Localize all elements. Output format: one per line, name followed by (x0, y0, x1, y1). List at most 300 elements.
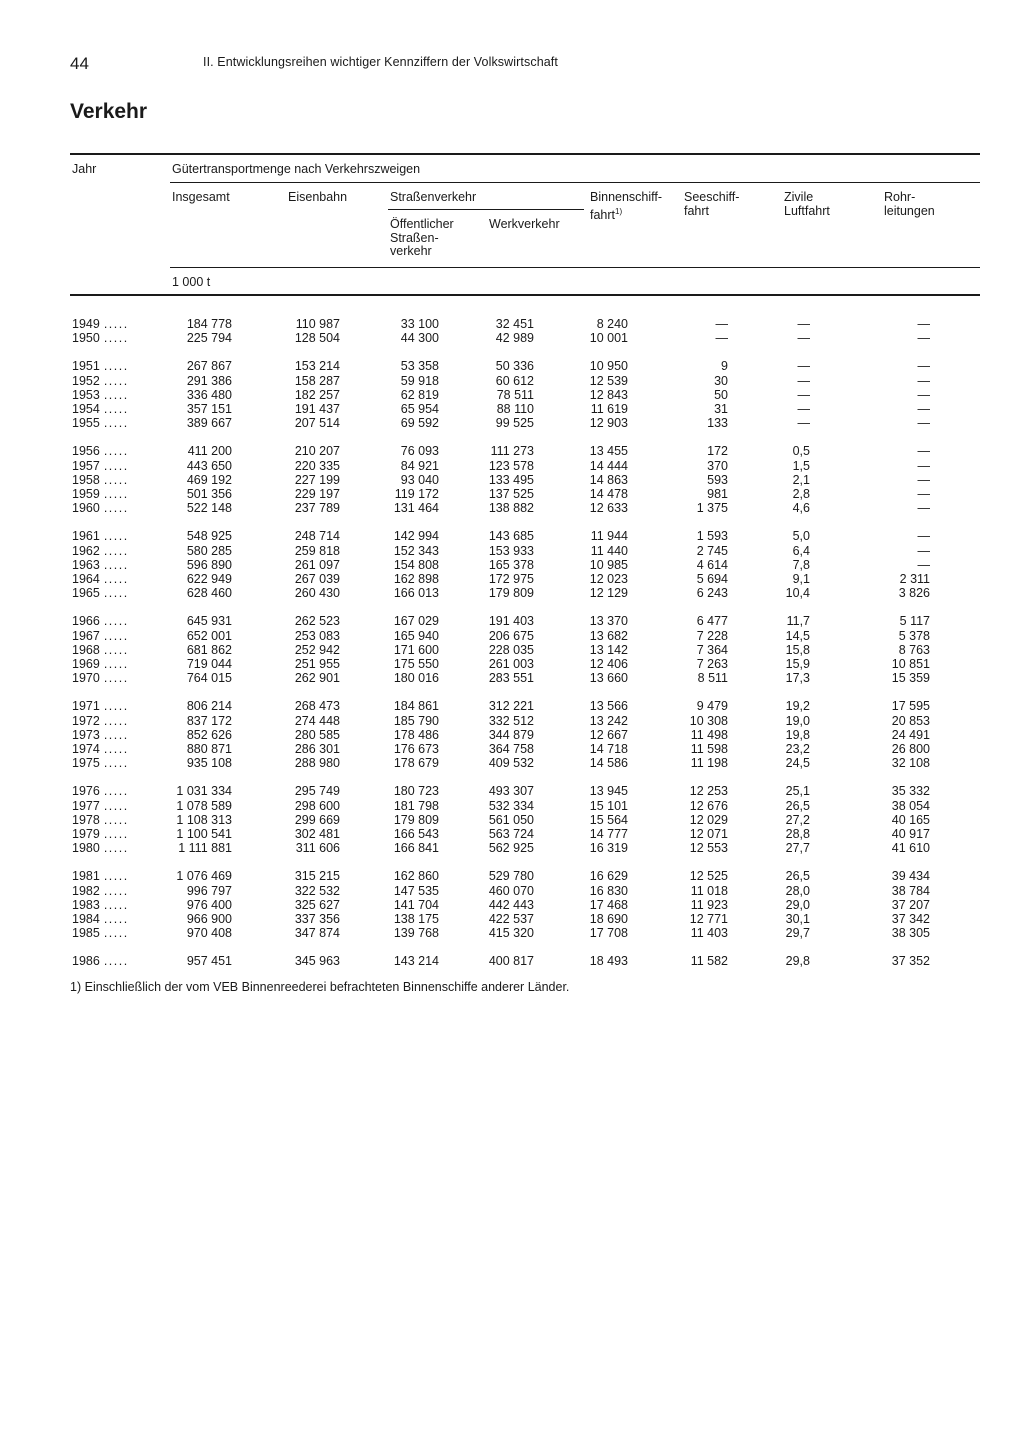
insgesamt-cell: 622 949 (186, 572, 232, 586)
leader-dots: ..... (103, 883, 129, 898)
binnenschifffahrt-cell: 14 777 (589, 827, 628, 841)
table-row (0, 473, 1024, 487)
year-value: 1985 (72, 926, 100, 941)
rohrleitungen-cell: — (917, 472, 930, 487)
binnenschifffahrt-cell: 13 660 (589, 671, 628, 686)
rohrleitungen-cell: — (917, 458, 930, 473)
leader-dots: ..... (103, 572, 129, 586)
header-oeffentlich-line1: Öffentlicher (390, 217, 454, 231)
werkverkehr-cell: 261 003 (488, 657, 534, 671)
table-row (0, 657, 1024, 671)
werkverkehr-cell: 179 809 (488, 586, 534, 601)
oeffentlicher-strassenverkehr-cell: 33 100 (400, 317, 439, 331)
leader-dots: ..... (103, 359, 129, 374)
zivile-luftfahrt-cell: — (797, 331, 810, 346)
oeffentlicher-strassenverkehr-cell: 152 343 (393, 543, 439, 558)
rohrleitungen-cell: 5 117 (899, 614, 930, 629)
zivile-luftfahrt-cell: 6,4 (792, 543, 810, 558)
year-value: 1963 (72, 557, 100, 572)
leader-dots: ..... (103, 869, 129, 884)
seeschifffahrt-cell: 12 553 (689, 841, 728, 856)
year-value: 1970 (72, 671, 100, 686)
leader-dots: ..... (103, 912, 129, 926)
binnenschifffahrt-cell: 13 566 (589, 699, 628, 714)
zivile-luftfahrt-cell: 17,3 (785, 671, 810, 686)
leader-dots: ..... (103, 798, 129, 813)
binnenschifffahrt-cell: 10 985 (589, 557, 628, 572)
oeffentlicher-strassenverkehr-cell: 178 679 (393, 756, 439, 771)
oeffentlicher-strassenverkehr-cell: 167 029 (393, 614, 439, 629)
table-row (0, 714, 1024, 728)
oeffentlicher-strassenverkehr-cell: 131 464 (393, 501, 439, 516)
year-cell (72, 359, 129, 373)
rohrleitungen-cell: 39 434 (891, 869, 930, 884)
seeschifffahrt-cell: 172 (707, 444, 728, 459)
leader-dots: ..... (103, 614, 129, 629)
table-row (0, 501, 1024, 515)
zivile-luftfahrt-cell: — (797, 373, 810, 388)
werkverkehr-cell: 153 933 (488, 543, 534, 558)
eisenbahn-cell: 207 514 (294, 416, 340, 431)
binnenschifffahrt-cell: 12 903 (589, 416, 628, 431)
rohrleitungen-cell: — (917, 387, 930, 402)
insgesamt-cell: 225 794 (186, 331, 232, 346)
oeffentlicher-strassenverkehr-cell: 139 768 (393, 926, 439, 941)
year-cell (72, 374, 129, 388)
insgesamt-cell: 580 285 (186, 543, 232, 558)
year-cell (72, 331, 129, 345)
insgesamt-cell: 1 078 589 (176, 798, 232, 813)
eisenbahn-cell: 262 523 (294, 614, 340, 629)
running-head: II. Entwicklungsreihen wichtiger Kennziffern der Volkswirtschaft (203, 55, 558, 69)
table-row (0, 954, 1024, 968)
binnenschifffahrt-cell: 16 830 (589, 883, 628, 898)
seeschifffahrt-cell: — (715, 317, 728, 331)
binnenschifffahrt-cell: 13 455 (589, 444, 628, 459)
leader-dots: ..... (103, 628, 129, 643)
seeschifffahrt-cell: 12 771 (689, 912, 728, 926)
werkverkehr-cell: 143 685 (488, 529, 534, 544)
table-row (0, 784, 1024, 798)
werkverkehr-cell: 364 758 (488, 742, 534, 756)
oeffentlicher-strassenverkehr-cell: 166 013 (393, 586, 439, 601)
year-value: 1955 (72, 416, 100, 431)
oeffentlicher-strassenverkehr-cell: 142 994 (393, 529, 439, 544)
zivile-luftfahrt-cell: 28,8 (785, 827, 810, 841)
werkverkehr-cell: 344 879 (488, 727, 534, 742)
zivile-luftfahrt-cell: 9,1 (792, 572, 810, 586)
year-cell (72, 926, 129, 940)
insgesamt-cell: 1 111 881 (178, 841, 232, 856)
seeschifffahrt-cell: 981 (707, 487, 728, 501)
year-value: 1964 (72, 572, 100, 586)
insgesamt-cell: 1 076 469 (176, 869, 232, 884)
werkverkehr-cell: 312 221 (488, 699, 534, 714)
seeschifffahrt-cell: 11 598 (690, 742, 728, 756)
seeschifffahrt-cell: 12 525 (689, 869, 728, 884)
rohrleitungen-cell: — (917, 543, 930, 558)
eisenbahn-cell: 251 955 (294, 657, 340, 671)
leader-dots: ..... (103, 557, 129, 572)
oeffentlicher-strassenverkehr-cell: 119 172 (394, 487, 439, 501)
oeffentlicher-strassenverkehr-cell: 93 040 (400, 472, 439, 487)
table-row (0, 572, 1024, 586)
table-row (0, 841, 1024, 855)
rohrleitungen-cell: 24 491 (891, 727, 930, 742)
table-row (0, 799, 1024, 813)
seeschifffahrt-cell: 31 (714, 402, 728, 416)
header-binnen-line1: Binnenschiff- (590, 190, 663, 204)
seeschifffahrt-cell: 12 676 (689, 798, 728, 813)
seeschifffahrt-cell: 11 018 (690, 883, 728, 898)
year-value: 1972 (72, 713, 100, 728)
zivile-luftfahrt-cell: 14,5 (785, 628, 810, 643)
rohrleitungen-cell: 17 595 (891, 699, 930, 714)
seeschifffahrt-cell: 7 228 (696, 628, 728, 643)
oeffentlicher-strassenverkehr-cell: 180 016 (393, 671, 439, 686)
leader-dots: ..... (103, 317, 129, 331)
zivile-luftfahrt-cell: 23,2 (785, 742, 810, 756)
binnenschifffahrt-cell: 12 023 (589, 572, 628, 586)
eisenbahn-cell: 286 301 (294, 742, 340, 756)
oeffentlicher-strassenverkehr-cell: 53 358 (400, 359, 439, 374)
rohrleitungen-cell: 35 332 (891, 784, 930, 799)
seeschifffahrt-cell: 6 243 (696, 586, 728, 601)
insgesamt-cell: 1 031 334 (176, 784, 232, 799)
year-cell (72, 402, 129, 416)
unit-rule (170, 267, 980, 268)
year-value: 1954 (72, 402, 100, 416)
insgesamt-cell: 1 100 541 (176, 827, 232, 841)
header-eisenbahn: Eisenbahn (288, 190, 348, 204)
year-value: 1971 (72, 699, 100, 714)
table-row (0, 643, 1024, 657)
oeffentlicher-strassenverkehr-cell: 84 921 (400, 458, 439, 473)
oeffentlicher-strassenverkehr-cell: 166 543 (393, 827, 439, 841)
zivile-luftfahrt-cell: 4,6 (792, 501, 810, 516)
binnenschifffahrt-cell: 13 682 (589, 628, 628, 643)
table-row (0, 813, 1024, 827)
header-oeffentlich-line3: verkehr (390, 244, 432, 258)
year-value: 1960 (72, 501, 100, 516)
oeffentlicher-strassenverkehr-cell: 171 600 (393, 642, 439, 657)
oeffentlicher-strassenverkehr-cell: 165 940 (393, 628, 439, 643)
zivile-luftfahrt-cell: 19,8 (785, 727, 810, 742)
year-cell (72, 728, 129, 742)
zivile-luftfahrt-cell: 11,7 (786, 614, 810, 629)
header-rohrleitungen (884, 191, 935, 218)
rohrleitungen-cell: 5 378 (898, 628, 930, 643)
insgesamt-cell: 764 015 (186, 671, 232, 686)
table-row (0, 317, 1024, 331)
year-value: 1968 (72, 642, 100, 657)
seeschifffahrt-cell: 11 498 (690, 727, 728, 742)
seeschifffahrt-cell: 11 403 (690, 926, 728, 941)
werkverkehr-cell: 206 675 (488, 628, 534, 643)
header-group: Gütertransportmenge nach Verkehrszweigen (172, 162, 421, 176)
oeffentlicher-strassenverkehr-cell: 76 093 (400, 444, 439, 459)
rohrleitungen-cell: 32 108 (891, 756, 930, 771)
header-see-line2: fahrt (684, 203, 710, 218)
insgesamt-cell: 996 797 (186, 883, 232, 898)
eisenbahn-cell: 227 199 (294, 472, 340, 487)
year-value: 1956 (72, 444, 100, 459)
year-value: 1951 (72, 359, 100, 374)
seeschifffahrt-cell: 370 (707, 458, 728, 473)
eisenbahn-cell: 298 600 (294, 798, 340, 813)
insgesamt-cell: 645 931 (186, 614, 232, 629)
year-cell (72, 459, 129, 473)
eisenbahn-cell: 302 481 (294, 827, 340, 841)
table-row (0, 402, 1024, 416)
leader-dots: ..... (103, 742, 129, 756)
oeffentlicher-strassenverkehr-cell: 65 954 (400, 402, 439, 416)
rohrleitungen-cell: 37 342 (891, 912, 930, 926)
eisenbahn-cell: 261 097 (294, 557, 340, 572)
page-number: 44 (70, 54, 89, 73)
werkverkehr-cell: 422 537 (488, 912, 534, 926)
werkverkehr-cell: 529 780 (488, 869, 534, 884)
year-cell (72, 799, 129, 813)
eisenbahn-cell: 345 963 (294, 954, 340, 969)
table-header-bottom-rule (70, 294, 980, 296)
leader-dots: ..... (103, 756, 129, 771)
seeschifffahrt-cell: 11 582 (690, 954, 728, 969)
year-value: 1962 (72, 543, 100, 558)
footnote-mark: 1) (70, 980, 82, 994)
eisenbahn-cell: 252 942 (294, 642, 340, 657)
binnenschifffahrt-cell: 17 468 (589, 897, 628, 912)
year-value: 1969 (72, 657, 100, 671)
seeschifffahrt-cell: 9 479 (696, 699, 728, 714)
zivile-luftfahrt-cell: — (797, 317, 810, 331)
leader-dots: ..... (103, 657, 129, 671)
binnenschifffahrt-cell: 14 586 (589, 756, 628, 771)
year-value: 1976 (72, 784, 100, 799)
werkverkehr-cell: 332 512 (488, 713, 534, 728)
leader-dots: ..... (103, 897, 129, 912)
werkverkehr-cell: 42 989 (495, 331, 534, 346)
leader-dots: ..... (103, 472, 129, 487)
rohrleitungen-cell: 15 359 (891, 671, 930, 686)
year-cell (72, 416, 129, 430)
binnenschifffahrt-cell: 12 667 (589, 727, 628, 742)
zivile-luftfahrt-cell: — (797, 359, 810, 374)
seeschifffahrt-cell: 593 (707, 472, 728, 487)
seeschifffahrt-cell: 5 694 (696, 572, 728, 586)
seeschifffahrt-cell: 7 263 (696, 657, 728, 671)
rohrleitungen-cell: 20 853 (891, 713, 930, 728)
insgesamt-cell: 357 151 (186, 402, 232, 416)
year-cell (72, 529, 129, 543)
table-row (0, 416, 1024, 430)
year-cell (72, 614, 129, 628)
insgesamt-cell: 837 172 (186, 713, 232, 728)
werkverkehr-cell: 442 443 (488, 897, 534, 912)
table-row (0, 331, 1024, 345)
oeffentlicher-strassenverkehr-cell: 162 860 (393, 869, 439, 884)
seeschifffahrt-cell: 11 198 (690, 756, 728, 771)
year-value: 1980 (72, 841, 100, 856)
binnenschifffahrt-cell: 14 863 (589, 472, 628, 487)
zivile-luftfahrt-cell: 15,9 (785, 657, 810, 671)
seeschifffahrt-cell: 8 511 (697, 671, 728, 686)
section-title: Verkehr (70, 100, 148, 123)
year-value: 1952 (72, 373, 100, 388)
year-value: 1953 (72, 387, 100, 402)
rohrleitungen-cell: — (917, 444, 930, 459)
eisenbahn-cell: 267 039 (294, 572, 340, 586)
year-value: 1949 (72, 317, 100, 331)
rohrleitungen-cell: — (917, 529, 930, 544)
leader-dots: ..... (103, 713, 129, 728)
year-cell (72, 473, 129, 487)
rohrleitungen-cell: 26 800 (891, 742, 930, 756)
oeffentlicher-strassenverkehr-cell: 176 673 (393, 742, 439, 756)
year-cell (72, 699, 129, 713)
eisenbahn-cell: 347 874 (294, 926, 340, 941)
leader-dots: ..... (103, 586, 129, 601)
table-row (0, 912, 1024, 926)
year-value: 1986 (72, 954, 100, 969)
table-row (0, 884, 1024, 898)
table-row (0, 869, 1024, 883)
year-value: 1961 (72, 529, 100, 544)
eisenbahn-cell: 191 437 (294, 402, 340, 416)
insgesamt-cell: 336 480 (186, 387, 232, 402)
oeffentlicher-strassenverkehr-cell: 154 808 (393, 557, 439, 572)
oeffentlicher-strassenverkehr-cell: 175 550 (393, 657, 439, 671)
year-cell (72, 869, 129, 883)
werkverkehr-cell: 561 050 (488, 812, 534, 827)
binnenschifffahrt-cell: 14 444 (589, 458, 628, 473)
table-row (0, 444, 1024, 458)
leader-dots: ..... (103, 812, 129, 827)
rohrleitungen-cell: — (917, 402, 930, 416)
group-header-rule (170, 182, 980, 183)
year-value: 1966 (72, 614, 100, 629)
year-cell (72, 784, 129, 798)
year-cell (72, 487, 129, 501)
binnenschifffahrt-cell: 12 843 (589, 387, 628, 402)
insgesamt-cell: 652 001 (186, 628, 232, 643)
rohrleitungen-cell: — (917, 557, 930, 572)
year-cell (72, 544, 129, 558)
leader-dots: ..... (103, 926, 129, 941)
insgesamt-cell: 267 867 (186, 359, 232, 374)
zivile-luftfahrt-cell: 19,0 (785, 713, 810, 728)
werkverkehr-cell: 172 975 (488, 572, 534, 586)
werkverkehr-cell: 562 925 (488, 841, 534, 856)
rohrleitungen-cell: 2 311 (899, 572, 930, 586)
header-insgesamt: Insgesamt (172, 190, 230, 204)
year-cell (72, 714, 129, 728)
leader-dots: ..... (103, 841, 129, 856)
binnenschifffahrt-cell: 17 708 (589, 926, 628, 941)
table-row (0, 629, 1024, 643)
insgesamt-cell: 966 900 (186, 912, 232, 926)
oeffentlicher-strassenverkehr-cell: 147 535 (393, 883, 439, 898)
seeschifffahrt-cell: 10 308 (689, 713, 728, 728)
year-value: 1983 (72, 897, 100, 912)
zivile-luftfahrt-cell: 19,2 (785, 699, 810, 714)
werkverkehr-cell: 563 724 (488, 827, 534, 841)
rohrleitungen-cell: 37 352 (891, 954, 930, 969)
zivile-luftfahrt-cell: 15,8 (785, 642, 810, 657)
insgesamt-cell: 1 108 313 (176, 812, 232, 827)
year-cell (72, 586, 129, 600)
year-value: 1977 (72, 798, 100, 813)
zivile-luftfahrt-cell: — (797, 402, 810, 416)
werkverkehr-cell: 493 307 (488, 784, 534, 799)
header-werkverkehr: Werkverkehr (489, 217, 560, 231)
year-cell (72, 827, 129, 841)
year-value: 1978 (72, 812, 100, 827)
zivile-luftfahrt-cell: 27,2 (785, 812, 810, 827)
seeschifffahrt-cell: 1 593 (696, 529, 728, 544)
zivile-luftfahrt-cell: 26,5 (785, 798, 810, 813)
binnenschifffahrt-cell: 14 718 (589, 742, 628, 756)
leader-dots: ..... (103, 416, 129, 431)
insgesamt-cell: 389 667 (186, 416, 232, 431)
footnote-text: Einschließlich der vom VEB Binnenreederei befrachteten Binnenschiffe anderer Länder. (84, 980, 570, 994)
year-cell (72, 629, 129, 643)
year-cell (72, 884, 129, 898)
eisenbahn-cell: 280 585 (294, 727, 340, 742)
insgesamt-cell: 596 890 (186, 557, 232, 572)
werkverkehr-cell: 50 336 (495, 359, 534, 374)
oeffentlicher-strassenverkehr-cell: 180 723 (393, 784, 439, 799)
eisenbahn-cell: 315 215 (294, 869, 340, 884)
binnenschifffahrt-cell: 13 142 (589, 642, 628, 657)
rohrleitungen-cell: 10 851 (891, 657, 930, 671)
werkverkehr-cell: 111 273 (490, 444, 534, 459)
year-cell (72, 501, 129, 515)
insgesamt-cell: 291 386 (186, 373, 232, 388)
seeschifffahrt-cell: 1 375 (696, 501, 728, 516)
leader-dots: ..... (103, 331, 129, 346)
zivile-luftfahrt-cell: 29,7 (785, 926, 810, 941)
eisenbahn-cell: 110 987 (295, 317, 340, 331)
leader-dots: ..... (103, 458, 129, 473)
werkverkehr-cell: 137 525 (488, 487, 534, 501)
oeffentlicher-strassenverkehr-cell: 184 861 (393, 699, 439, 714)
zivile-luftfahrt-cell: 29,8 (785, 954, 810, 969)
year-cell (72, 898, 129, 912)
table-row (0, 827, 1024, 841)
year-value: 1984 (72, 912, 100, 926)
footnote (70, 980, 569, 994)
seeschifffahrt-cell: 9 (721, 359, 728, 374)
oeffentlicher-strassenverkehr-cell: 178 486 (393, 727, 439, 742)
insgesamt-cell: 469 192 (186, 472, 232, 487)
eisenbahn-cell: 248 714 (294, 529, 340, 544)
werkverkehr-cell: 191 403 (488, 614, 534, 629)
leader-dots: ..... (103, 501, 129, 516)
table-row (0, 614, 1024, 628)
insgesamt-cell: 522 148 (186, 501, 232, 516)
year-cell (72, 813, 129, 827)
rohrleitungen-cell: 8 763 (898, 642, 930, 657)
insgesamt-cell: 976 400 (186, 897, 232, 912)
zivile-luftfahrt-cell: 26,5 (785, 869, 810, 884)
werkverkehr-cell: 415 320 (488, 926, 534, 941)
insgesamt-cell: 970 408 (186, 926, 232, 941)
header-luftfahrt (784, 191, 830, 218)
oeffentlicher-strassenverkehr-cell: 59 918 (400, 373, 439, 388)
header-seeschifffahrt (684, 191, 739, 218)
zivile-luftfahrt-cell: 25,1 (785, 784, 810, 799)
